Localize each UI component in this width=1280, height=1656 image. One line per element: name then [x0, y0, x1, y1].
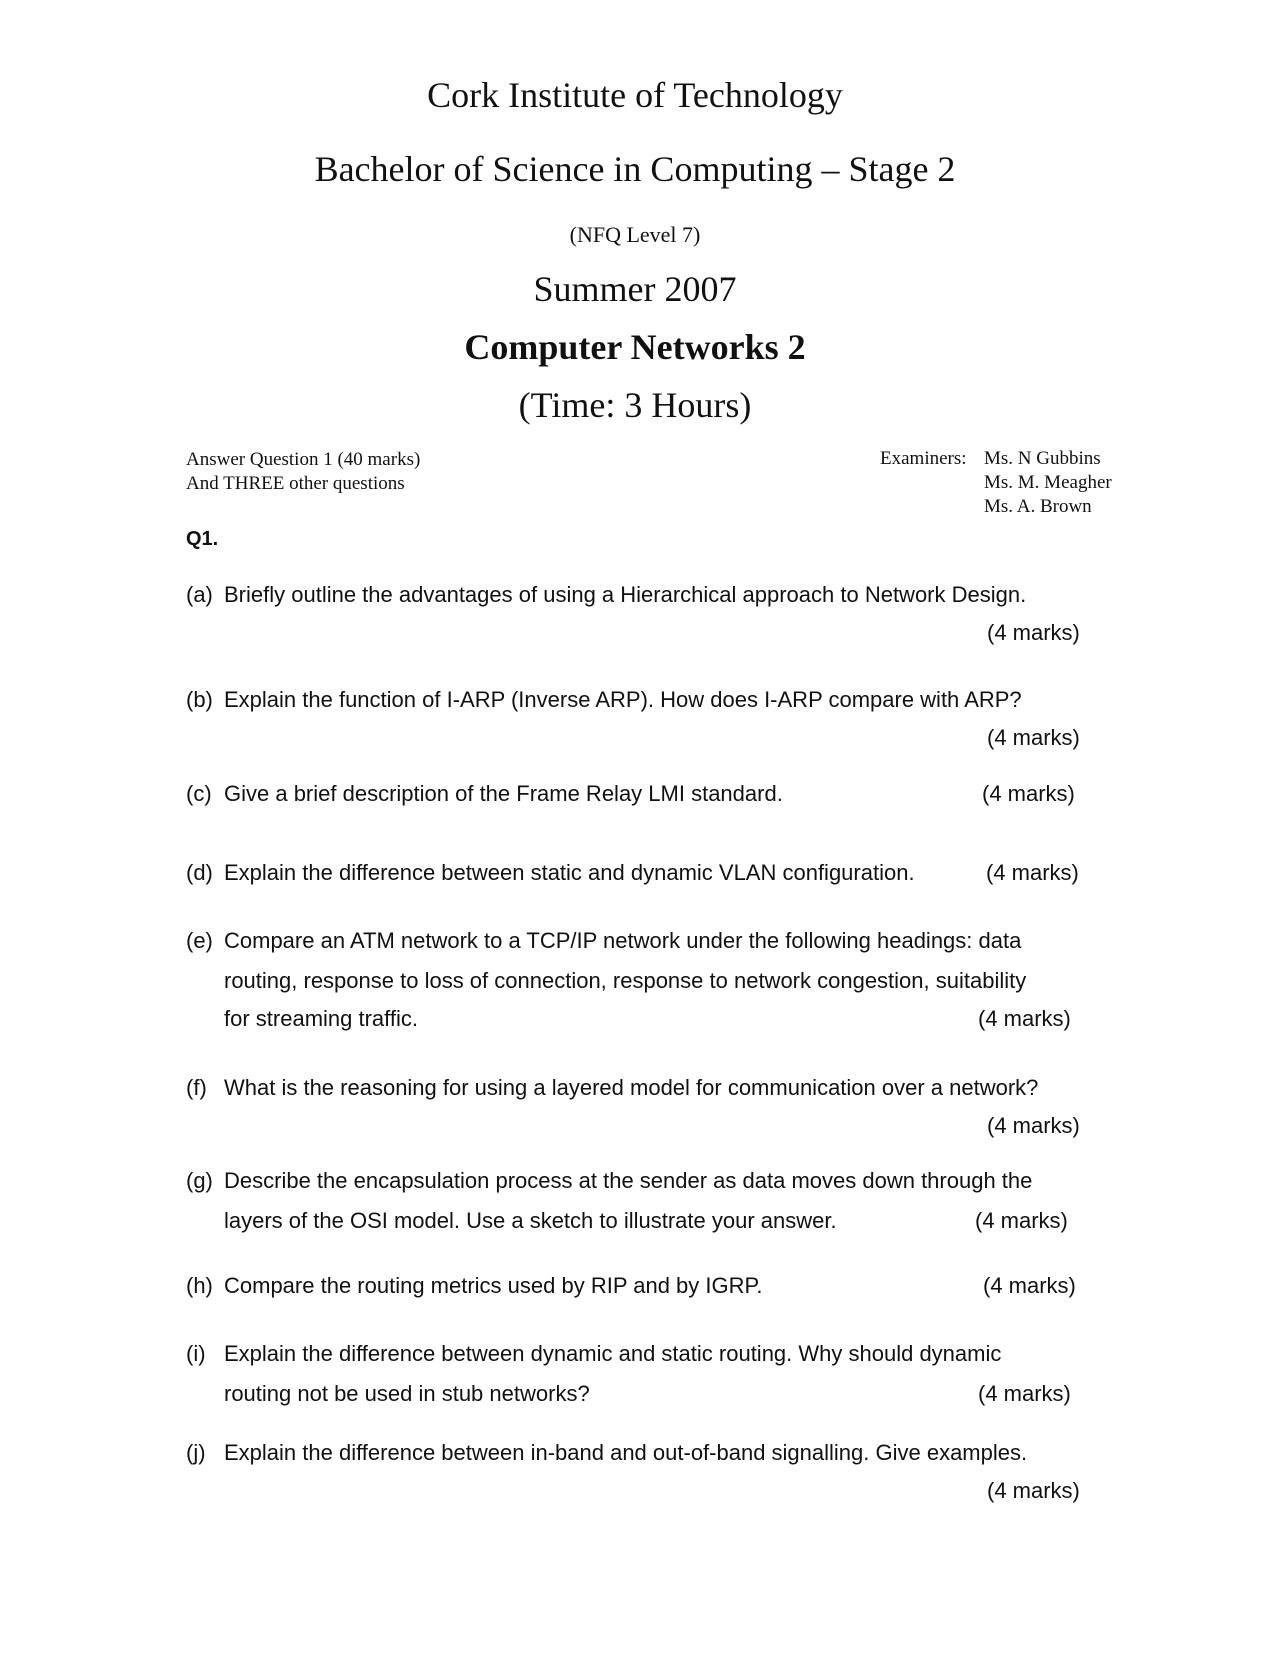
- part-marks: (4 marks): [987, 1113, 1080, 1138]
- part-letter: (f): [186, 1075, 207, 1100]
- part-letter: (g): [186, 1168, 213, 1193]
- part-text: What is the reasoning for using a layered model for communication over a network?: [224, 1075, 1039, 1100]
- institution-title: Cork Institute of Technology: [427, 75, 843, 115]
- part-marks: (4 marks): [982, 781, 1075, 806]
- part-letter: (h): [186, 1273, 213, 1298]
- part-letter: (e): [186, 928, 213, 953]
- part-marks: (4 marks): [978, 1006, 1071, 1031]
- programme-title: Bachelor of Science in Computing – Stage 2: [314, 149, 956, 189]
- part-letter: (i): [186, 1341, 206, 1366]
- part-text: layers of the OSI model. Use a sketch to illustrate your answer.: [224, 1208, 837, 1233]
- module-title: Computer Networks 2: [464, 327, 806, 367]
- examiner-name: Ms. M. Meagher: [984, 472, 1112, 493]
- part-marks: (4 marks): [986, 860, 1079, 885]
- question-title: Q1.: [186, 528, 219, 550]
- part-text: routing not be used in stub networks?: [224, 1381, 590, 1406]
- exam-session: Summer 2007: [533, 269, 737, 309]
- part-text: Explain the difference between static and dynamic VLAN configuration.: [224, 860, 915, 885]
- part-letter: (b): [186, 687, 213, 712]
- nfq-level: (NFQ Level 7): [569, 222, 701, 247]
- examiners-label: Examiners:: [880, 448, 967, 469]
- part-text: Compare the routing metrics used by RIP and by IGRP.: [224, 1273, 763, 1298]
- part-text: routing, response to loss of connection, response to network congestion, suitability: [224, 968, 1027, 993]
- instruction-line-2: And THREE other questions: [186, 473, 405, 494]
- part-text: Give a brief description of the Frame Relay LMI standard.: [224, 781, 783, 806]
- part-marks: (4 marks): [978, 1381, 1071, 1406]
- instruction-line-1: Answer Question 1 (40 marks): [186, 449, 421, 470]
- part-text: Briefly outline the advantages of using a Hierarchical approach to Network Design.: [224, 582, 1027, 607]
- exam-duration: (Time: 3 Hours): [518, 385, 752, 425]
- part-marks: (4 marks): [987, 1478, 1080, 1503]
- part-marks: (4 marks): [987, 620, 1080, 645]
- part-marks: (4 marks): [983, 1273, 1076, 1298]
- part-text: Compare an ATM network to a TCP/IP network under the following headings: data: [224, 928, 1022, 953]
- examiner-name: Ms. N Gubbins: [984, 448, 1101, 469]
- part-marks: (4 marks): [975, 1208, 1068, 1233]
- examiner-name: Ms. A. Brown: [984, 496, 1092, 517]
- part-letter: (j): [186, 1440, 206, 1465]
- part-letter: (a): [186, 582, 213, 607]
- part-text: Explain the function of I-ARP (Inverse ARP). How does I-ARP compare with ARP?: [224, 687, 1022, 712]
- part-text: Explain the difference between in-band and out-of-band signalling. Give examples.: [224, 1440, 1028, 1465]
- part-text: Explain the difference between dynamic and static routing. Why should dynamic: [224, 1341, 1002, 1366]
- part-text: for streaming traffic.: [224, 1006, 418, 1031]
- part-letter: (c): [186, 781, 212, 806]
- part-marks: (4 marks): [987, 725, 1080, 750]
- part-text: Describe the encapsulation process at the sender as data moves down through the: [224, 1168, 1033, 1193]
- part-letter: (d): [186, 860, 213, 885]
